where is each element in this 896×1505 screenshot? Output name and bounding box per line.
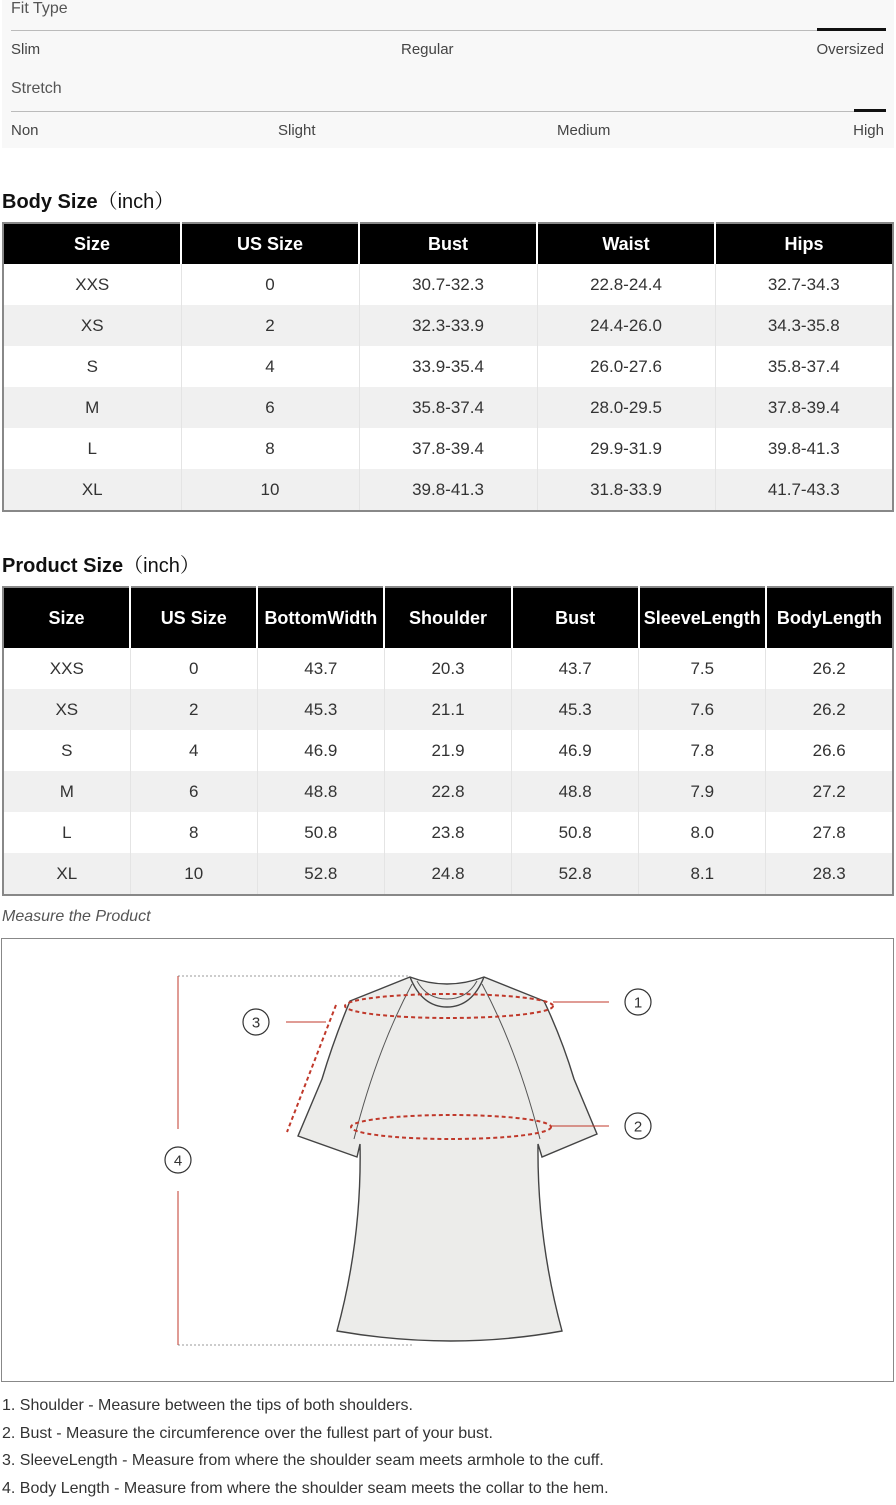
table-cell: M [3, 771, 130, 812]
table-cell: XS [3, 689, 130, 730]
column-header: US Size [181, 223, 359, 264]
callout-1-number: 1 [634, 995, 642, 1012]
table-cell: XS [3, 305, 181, 346]
table-cell: 32.3-33.9 [359, 305, 537, 346]
table-cell: 35.8-37.4 [715, 346, 893, 387]
table-cell: 8.0 [639, 812, 766, 853]
column-header: Size [3, 223, 181, 264]
table-cell: 48.8 [257, 771, 384, 812]
product-size-table [2, 586, 894, 896]
table-cell: XL [3, 853, 130, 895]
body-size-unit: （inch） [98, 191, 175, 213]
table-row [3, 305, 893, 346]
table-cell: 34.3-35.8 [715, 305, 893, 346]
table-cell: 52.8 [512, 853, 639, 895]
tshirt-shape [298, 977, 597, 1341]
table-cell: 35.8-37.4 [359, 387, 537, 428]
table-row [3, 428, 893, 469]
table-cell: 8 [130, 812, 257, 853]
table-row [3, 648, 893, 689]
table-cell: S [3, 730, 130, 771]
table-cell: 10 [130, 853, 257, 895]
table-cell: L [3, 428, 181, 469]
table-cell: 29.9-31.9 [537, 428, 715, 469]
table-cell: 27.8 [766, 812, 893, 853]
table-cell: 21.1 [384, 689, 511, 730]
table-cell: 46.9 [512, 730, 639, 771]
product-size-title [2, 549, 200, 578]
fit-stretch-panel [2, 0, 894, 148]
table-cell: 6 [181, 387, 359, 428]
table-cell: 30.7-32.3 [359, 264, 537, 305]
table-cell: 50.8 [257, 812, 384, 853]
column-header: Size [3, 587, 130, 648]
tshirt-diagram [2, 939, 893, 1381]
table-cell: 43.7 [257, 648, 384, 689]
table-cell: 26.6 [766, 730, 893, 771]
note-sleeve-length: 3. SleeveLength - Measure from where the shoulder seam meets armhole to the cuff. [2, 1450, 609, 1478]
table-cell: 7.9 [639, 771, 766, 812]
table-row [3, 264, 893, 305]
table-row [3, 812, 893, 853]
table-cell: S [3, 346, 181, 387]
table-row [3, 469, 893, 511]
table-cell: M [3, 387, 181, 428]
table-cell: 24.4-26.0 [537, 305, 715, 346]
table-cell: 20.3 [384, 648, 511, 689]
fit-option-slim: Slim [11, 41, 40, 58]
table-cell: 28.0-29.5 [537, 387, 715, 428]
table-header-row [3, 587, 893, 648]
stretch-title: Stretch [11, 80, 62, 98]
table-cell: 45.3 [512, 689, 639, 730]
table-cell: 27.2 [766, 771, 893, 812]
fit-type-title: Fit Type [11, 0, 68, 18]
table-cell: 22.8 [384, 771, 511, 812]
note-shoulder: 1. Shoulder - Measure between the tips of both shoulders. [2, 1395, 609, 1423]
table-row [3, 853, 893, 895]
table-row [3, 771, 893, 812]
stretch-option-non: Non [11, 122, 39, 139]
table-cell: 6 [130, 771, 257, 812]
table-cell: 52.8 [257, 853, 384, 895]
table-cell: 22.8-24.4 [537, 264, 715, 305]
table-cell: 48.8 [512, 771, 639, 812]
table-cell: 31.8-33.9 [537, 469, 715, 511]
callout-3-number: 3 [252, 1015, 260, 1032]
note-body-length: 4. Body Length - Measure from where the shoulder seam meets the collar to the hem. [2, 1478, 609, 1505]
table-cell: 37.8-39.4 [359, 428, 537, 469]
column-header: SleeveLength [639, 587, 766, 648]
table-cell: 7.6 [639, 689, 766, 730]
stretch-selected-marker [854, 109, 886, 112]
table-cell: 21.9 [384, 730, 511, 771]
product-size-title-text: Product Size [2, 555, 123, 577]
table-cell: 33.9-35.4 [359, 346, 537, 387]
body-size-table [2, 222, 894, 512]
table-header-row [3, 223, 893, 264]
table-cell: 0 [130, 648, 257, 689]
table-cell: 28.3 [766, 853, 893, 895]
table-cell: 4 [181, 346, 359, 387]
table-cell: 32.7-34.3 [715, 264, 893, 305]
product-size-unit: （inch） [123, 555, 200, 577]
table-cell: 10 [181, 469, 359, 511]
fit-type-track [11, 30, 886, 31]
table-cell: 4 [130, 730, 257, 771]
measure-notes [2, 1395, 609, 1505]
column-header: Shoulder [384, 587, 511, 648]
fit-option-oversized: Oversized [816, 41, 884, 58]
table-cell: 2 [181, 305, 359, 346]
table-cell: 26.2 [766, 648, 893, 689]
table-cell: 26.0-27.6 [537, 346, 715, 387]
table-cell: 43.7 [512, 648, 639, 689]
table-cell: XL [3, 469, 181, 511]
column-header: Bust [359, 223, 537, 264]
table-cell: 23.8 [384, 812, 511, 853]
table-row [3, 689, 893, 730]
stretch-option-medium: Medium [557, 122, 610, 139]
body-size-title-text: Body Size [2, 191, 98, 213]
table-cell: XXS [3, 648, 130, 689]
table-cell: 8 [181, 428, 359, 469]
table-cell: L [3, 812, 130, 853]
stretch-track [11, 111, 886, 112]
table-cell: 0 [181, 264, 359, 305]
table-cell: 39.8-41.3 [359, 469, 537, 511]
column-header: BottomWidth [257, 587, 384, 648]
table-cell: 8.1 [639, 853, 766, 895]
table-cell: XXS [3, 264, 181, 305]
column-header: BodyLength [766, 587, 893, 648]
table-row [3, 387, 893, 428]
table-cell: 2 [130, 689, 257, 730]
table-row [3, 730, 893, 771]
note-bust: 2. Bust - Measure the circumference over the fullest part of your bust. [2, 1423, 609, 1451]
callout-4-number: 4 [174, 1153, 182, 1170]
column-header: Bust [512, 587, 639, 648]
stretch-option-slight: Slight [278, 122, 316, 139]
table-row [3, 346, 893, 387]
table-cell: 46.9 [257, 730, 384, 771]
fit-option-regular: Regular [401, 41, 454, 58]
table-cell: 50.8 [512, 812, 639, 853]
table-cell: 45.3 [257, 689, 384, 730]
callout-2-number: 2 [634, 1119, 642, 1136]
table-cell: 7.5 [639, 648, 766, 689]
fit-type-selected-marker [817, 28, 886, 31]
table-cell: 24.8 [384, 853, 511, 895]
stretch-option-high: High [853, 122, 884, 139]
column-header: Hips [715, 223, 893, 264]
table-cell: 7.8 [639, 730, 766, 771]
column-header: Waist [537, 223, 715, 264]
measure-diagram [1, 938, 894, 1382]
table-cell: 37.8-39.4 [715, 387, 893, 428]
column-header: US Size [130, 587, 257, 648]
table-cell: 41.7-43.3 [715, 469, 893, 511]
table-cell: 39.8-41.3 [715, 428, 893, 469]
measure-label: Measure the Product [2, 908, 151, 926]
body-size-title [2, 185, 174, 214]
table-cell: 26.2 [766, 689, 893, 730]
